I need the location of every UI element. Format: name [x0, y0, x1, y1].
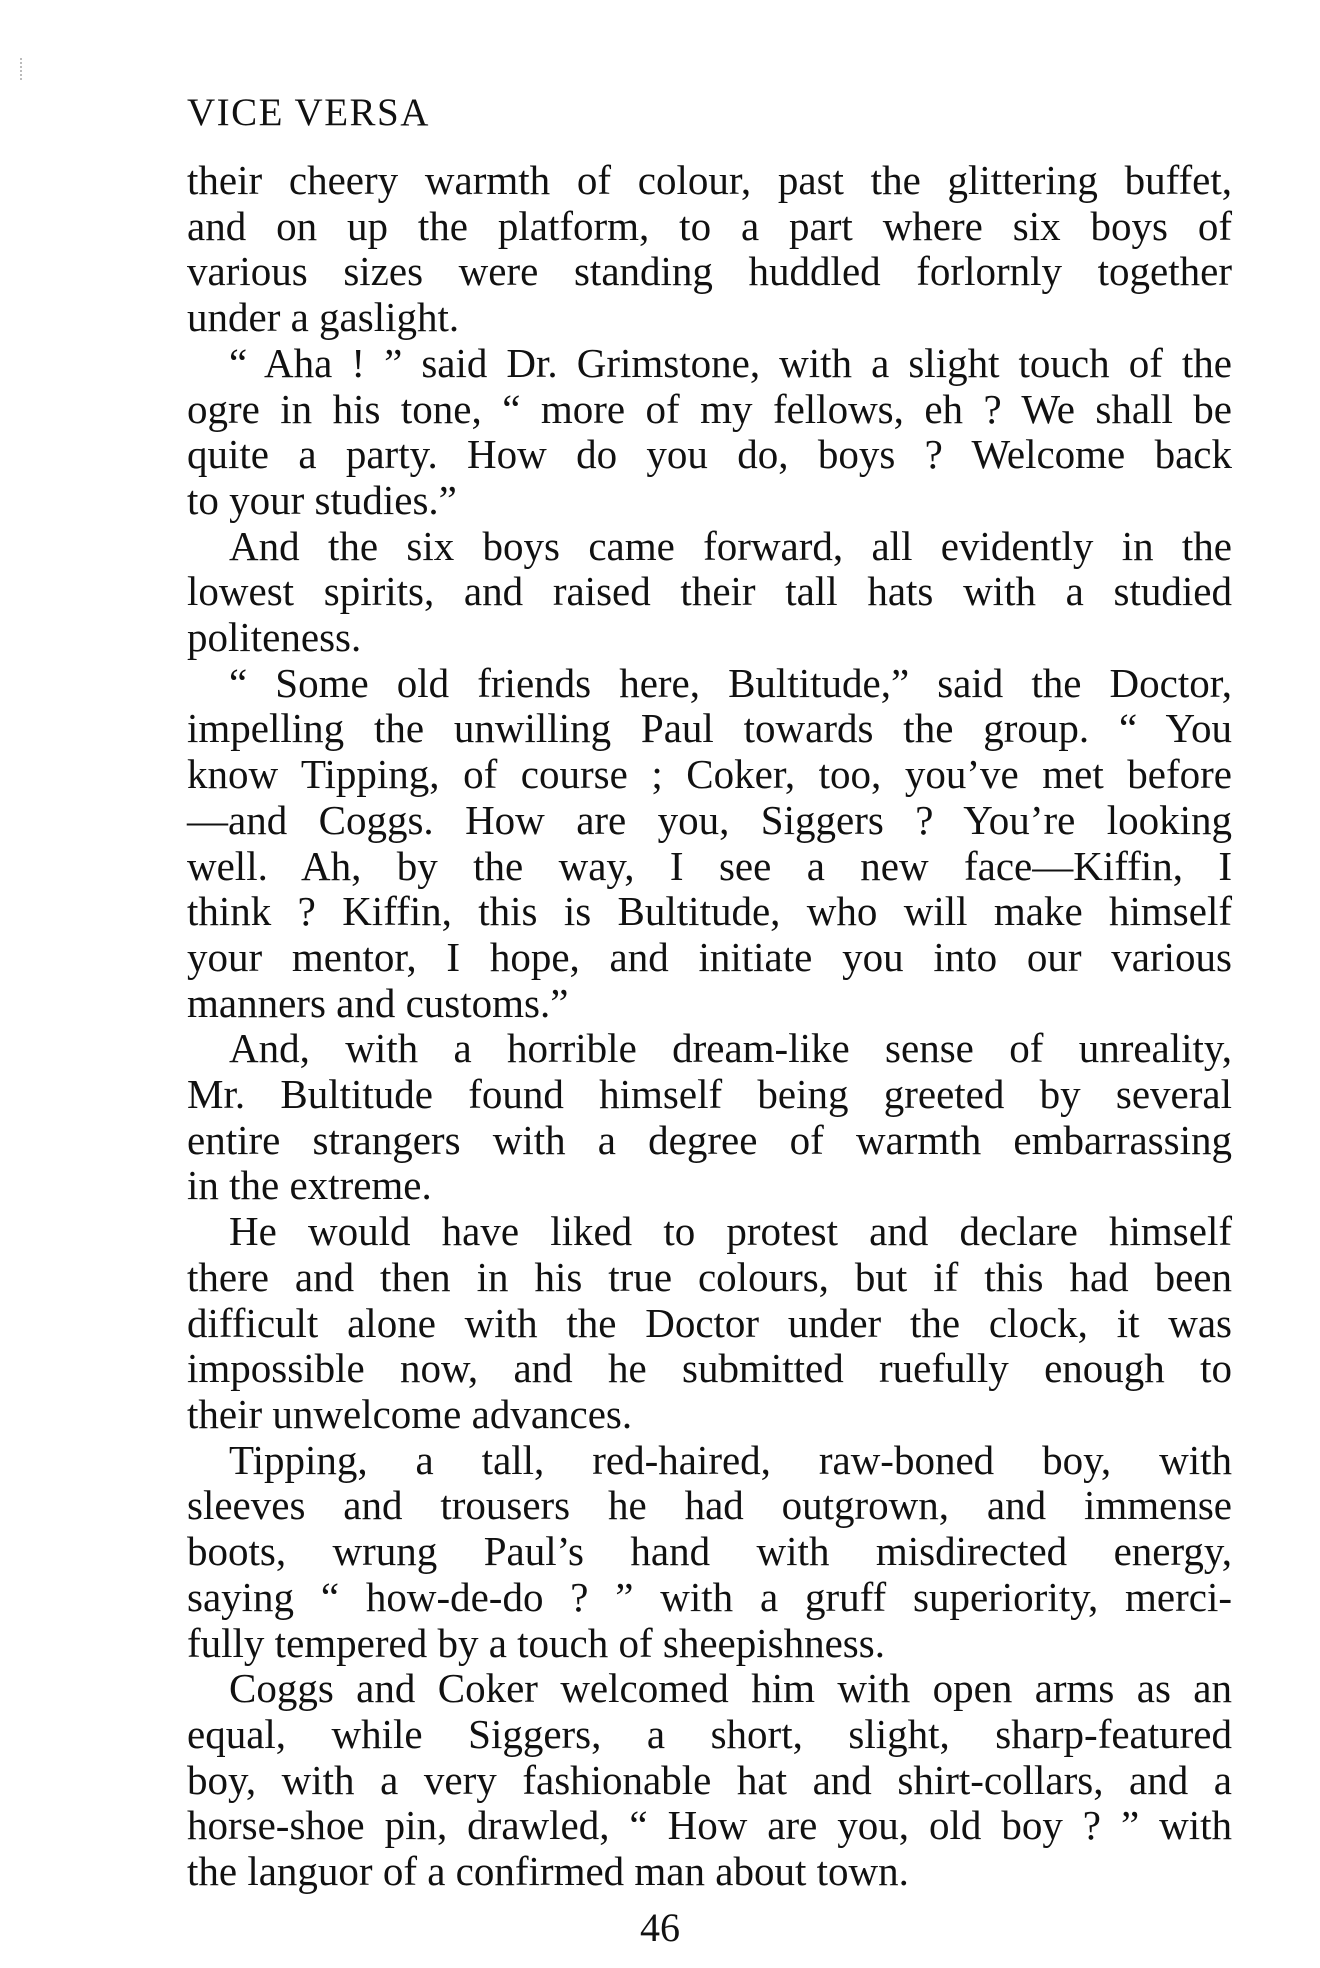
text-line: well. Ah, by the way, I see a new face—Kiffin, I: [187, 842, 1232, 889]
text-line: there and then in his true colours, but if this had been: [187, 1253, 1232, 1300]
paragraph: [187, 661, 1232, 1027]
paragraph: [187, 341, 1232, 524]
text-line: sleeves and trousers he had outgrown, and immense: [187, 1482, 1232, 1529]
text-line: “ Some old friends here, Bultitude,” said the Doctor,: [229, 659, 1232, 706]
text-line: to your studies.”: [187, 476, 457, 523]
text-line: difficult alone with the Doctor under the clock, it was: [187, 1299, 1232, 1346]
text-line: under a gaslight.: [187, 294, 460, 341]
paragraph: [187, 1438, 1232, 1667]
text-line: the languor of a confirmed man about town.: [187, 1848, 909, 1895]
text-line: impelling the unwilling Paul towards the group. “ You: [187, 705, 1232, 752]
page-number: 46: [640, 1905, 680, 1950]
text-line: ogre in his tone, “ more of my fellows, eh ? We shall be: [187, 385, 1232, 432]
text-line: He would have liked to protest and declare himself: [229, 1208, 1232, 1255]
text-line: entire strangers with a degree of warmth embarrassing: [187, 1116, 1232, 1163]
text-line: think ? Kiffin, this is Bultitude, who will make himself: [187, 888, 1232, 935]
text-line: impossible now, and he submitted ruefully enough to: [187, 1345, 1232, 1392]
text-line: their cheery warmth of colour, past the glittering buffet,: [187, 157, 1232, 203]
text-line: various sizes were standing huddled forlornly together: [187, 248, 1232, 295]
paragraph: [187, 524, 1232, 661]
text-line: boy, with a very fashionable hat and shirt-collars, and a: [187, 1756, 1232, 1803]
text-line: quite a party. How do you do, boys ? Welcome back: [187, 431, 1232, 478]
text-line: horse-shoe pin, drawled, “ How are you, old boy ? ” with: [187, 1802, 1232, 1849]
paragraph: [187, 1666, 1232, 1895]
text-line: and on up the platform, to a part where six boys of: [187, 202, 1232, 249]
running-head: VICE VERSA: [187, 91, 430, 134]
text-line: boots, wrung Paul’s hand with misdirected energy,: [187, 1528, 1232, 1575]
text-line: fully tempered by a touch of sheepishness.: [187, 1619, 885, 1666]
body-text: [187, 158, 1232, 1895]
text-line: in the extreme.: [187, 1162, 432, 1209]
text-line: —and Coggs. How are you, Siggers ? You’re looking: [187, 796, 1232, 843]
paragraph: [187, 158, 1232, 341]
text-line: equal, while Siggers, a short, slight, sharp-featured: [187, 1710, 1232, 1757]
margin-mark: [20, 58, 24, 80]
paragraph: [187, 1026, 1232, 1209]
text-line: politeness.: [187, 614, 362, 661]
text-line: “ Aha ! ” said Dr. Grimstone, with a slight touch of the: [229, 339, 1232, 386]
text-line: lowest spirits, and raised their tall hats with a studied: [187, 568, 1232, 615]
text-line: manners and customs.”: [187, 979, 569, 1026]
paragraph: [187, 1209, 1232, 1438]
text-line: know Tipping, of course ; Coker, too, you’ve met before: [187, 751, 1232, 798]
text-line: And the six boys came forward, all evidently in the: [229, 522, 1232, 569]
text-line: Mr. Bultitude found himself being greeted by several: [187, 1071, 1232, 1118]
text-line: your mentor, I hope, and initiate you into our various: [187, 933, 1232, 980]
text-line: Coggs and Coker welcomed him with open arms as an: [229, 1665, 1232, 1712]
text-line: Tipping, a tall, red-haired, raw-boned boy, with: [229, 1436, 1232, 1483]
text-line: their unwelcome advances.: [187, 1390, 633, 1437]
text-line: And, with a horrible dream-like sense of unreality,: [229, 1025, 1232, 1072]
text-line: saying “ how-de-do ? ” with a gruff superiority, merci-: [187, 1573, 1232, 1620]
